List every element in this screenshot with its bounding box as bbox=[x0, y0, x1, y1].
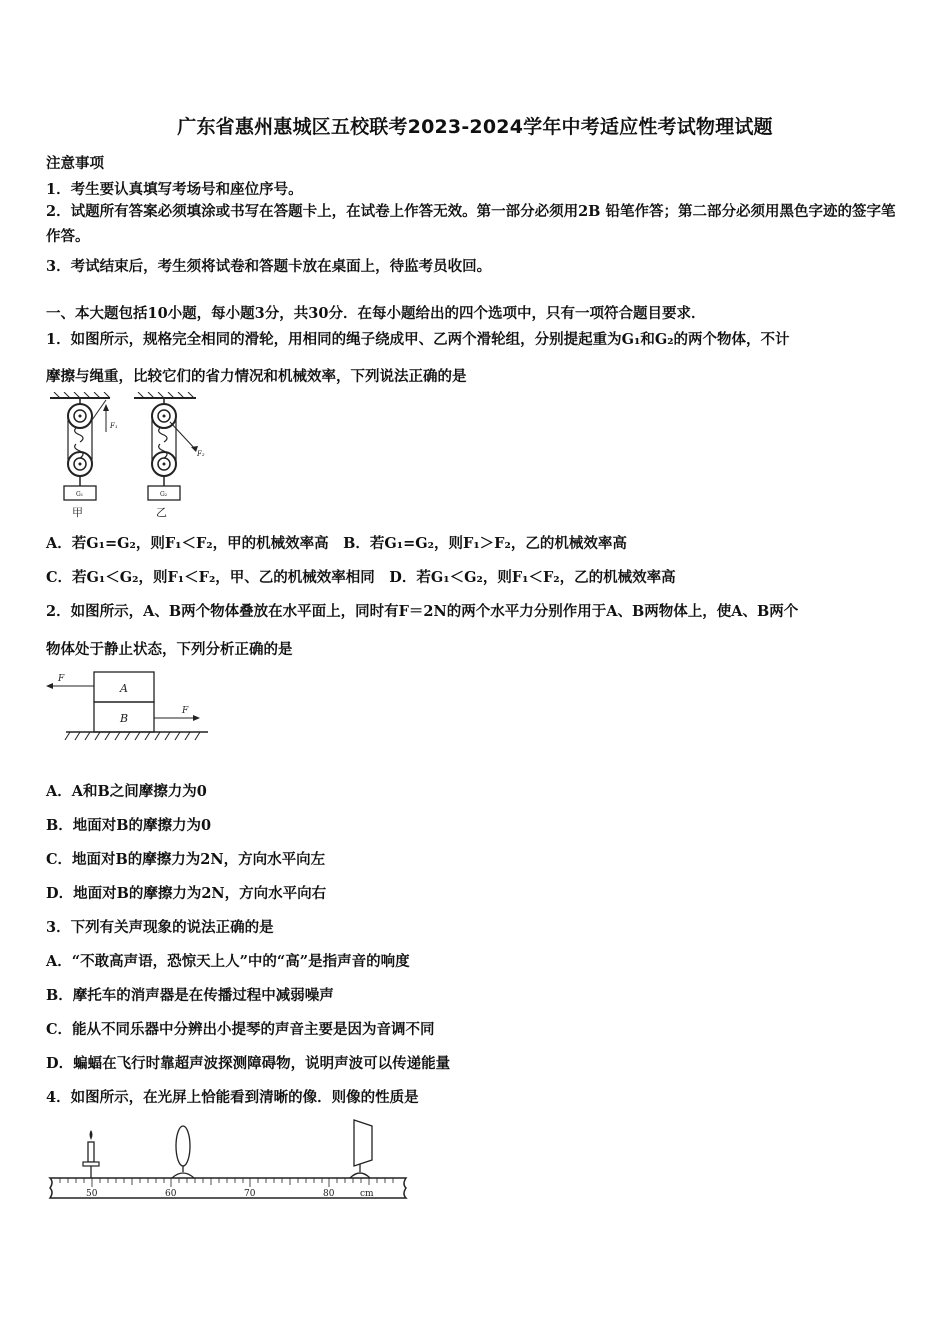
notice-item-3: 3．考试结束后，考生须将试卷和答题卡放在桌面上，待监考员收回。 bbox=[46, 258, 492, 275]
blocks-figure bbox=[44, 668, 214, 746]
q2-option-c: C．地面对B的摩擦力为2N，方向水平向左 bbox=[46, 851, 326, 868]
candle bbox=[83, 1130, 99, 1178]
label-yi: 乙 bbox=[156, 506, 167, 519]
force-label-f1: F₁ bbox=[110, 422, 118, 430]
q2-option-b: B．地面对B的摩擦力为0 bbox=[46, 817, 212, 834]
q1-options-ab: A．若G₁=G₂，则F₁＜F₂，甲的机械效率高 B．若G₁=G₂，则F₁＞F₂，乙的机械效率高 bbox=[46, 535, 627, 552]
block-a bbox=[94, 672, 154, 702]
ruler-tick-60: 60 bbox=[165, 1189, 177, 1199]
q1-options-cd: C．若G₁＜G₂，则F₁＜F₂，甲、乙的机械效率相同 D．若G₁＜G₂，则F₁＜F₂，乙的机械效率高 bbox=[46, 569, 676, 586]
q2-stem-line2: 物体处于静止状态，下列分析正确的是 bbox=[46, 641, 293, 658]
ruler-tick-50: 50 bbox=[86, 1189, 98, 1199]
q1-stem-line2: 摩擦与绳重，比较它们的省力情况和机械效率，下列说法正确的是 bbox=[46, 368, 467, 385]
q3-option-d: D．蝙蝠在飞行时靠超声波探测障碍物，说明声波可以传递能量 bbox=[46, 1055, 451, 1072]
q3-stem: 3．下列有关声现象的说法正确的是 bbox=[46, 919, 274, 936]
section-heading: 一、本大题包括10小题，每小题3分，共30分．在每小题给出的四个选项中，只有一项符合题目要求． bbox=[46, 305, 706, 322]
page-title: 广东省惠州惠城区五校联考2023-2024学年中考适应性考试物理试题 bbox=[177, 116, 773, 138]
force-right-label: F bbox=[182, 706, 189, 716]
force-left-label: F bbox=[58, 674, 65, 684]
ruler-tick-70: 70 bbox=[244, 1189, 256, 1199]
block-b bbox=[94, 702, 154, 732]
pulley-figure bbox=[46, 392, 216, 520]
label-jia: 甲 bbox=[72, 506, 83, 519]
q1-stem-line1: 1．如图所示，规格完全相同的滑轮，用相同的绳子绕成甲、乙两个滑轮组，分别提起重为G₁和G₂的两个物体，不计 bbox=[46, 331, 790, 348]
pulley-system-left bbox=[64, 398, 118, 519]
weight-label-g2: G₂ bbox=[160, 491, 168, 498]
ruler-tick-80: 80 bbox=[323, 1189, 335, 1199]
force-label-f2: F₂ bbox=[197, 450, 205, 458]
q3-option-b: B．摩托车的消声器是在传播过程中减弱噪声 bbox=[46, 987, 334, 1004]
light-screen bbox=[350, 1120, 372, 1178]
lens bbox=[172, 1126, 194, 1178]
q2-option-a: A．A和B之间摩擦力为0 bbox=[46, 783, 207, 800]
q3-option-a: A．“不敢高声语，恐惊天上人”中的“高”是指声音的响度 bbox=[46, 953, 410, 970]
ruler bbox=[50, 1178, 406, 1199]
q2-stem-line1: 2．如图所示，A、B两个物体叠放在水平面上，同时有F＝2N的两个水平力分别作用于A、B两物体上，使A、B两个 bbox=[46, 603, 799, 620]
notice-item-2: 2．试题所有答案必须填涂或书写在答题卡上，在试卷上作答无效。第一部分必须用2B 铅笔作答；第二部分必须用黑色字迹的签字笔作答。 bbox=[46, 203, 896, 245]
q4-stem: 4．如图所示，在光屏上恰能看到清晰的像．则像的性质是 bbox=[46, 1089, 419, 1106]
force-arrow-left bbox=[46, 674, 94, 689]
notice-item-1: 1．考生要认真填写考场号和座位序号。 bbox=[46, 181, 303, 198]
block-a-label: A bbox=[120, 682, 128, 695]
weight-label-g1: G₁ bbox=[76, 491, 84, 498]
ground bbox=[65, 732, 208, 740]
block-b-label: B bbox=[120, 712, 129, 725]
ceiling-right bbox=[134, 392, 196, 398]
optical-bench-figure bbox=[44, 1116, 416, 1208]
q2-option-d: D．地面对B的摩擦力为2N，方向水平向右 bbox=[46, 885, 327, 902]
notice-heading: 注意事项 bbox=[46, 155, 104, 172]
ruler-unit-cm: cm bbox=[360, 1189, 374, 1199]
q3-option-c: C．能从不同乐器中分辨出小提琴的声音主要是因为音调不同 bbox=[46, 1021, 435, 1038]
force-arrow-right bbox=[154, 706, 200, 721]
ceiling-left bbox=[50, 392, 110, 398]
pulley-system-right bbox=[148, 398, 205, 519]
